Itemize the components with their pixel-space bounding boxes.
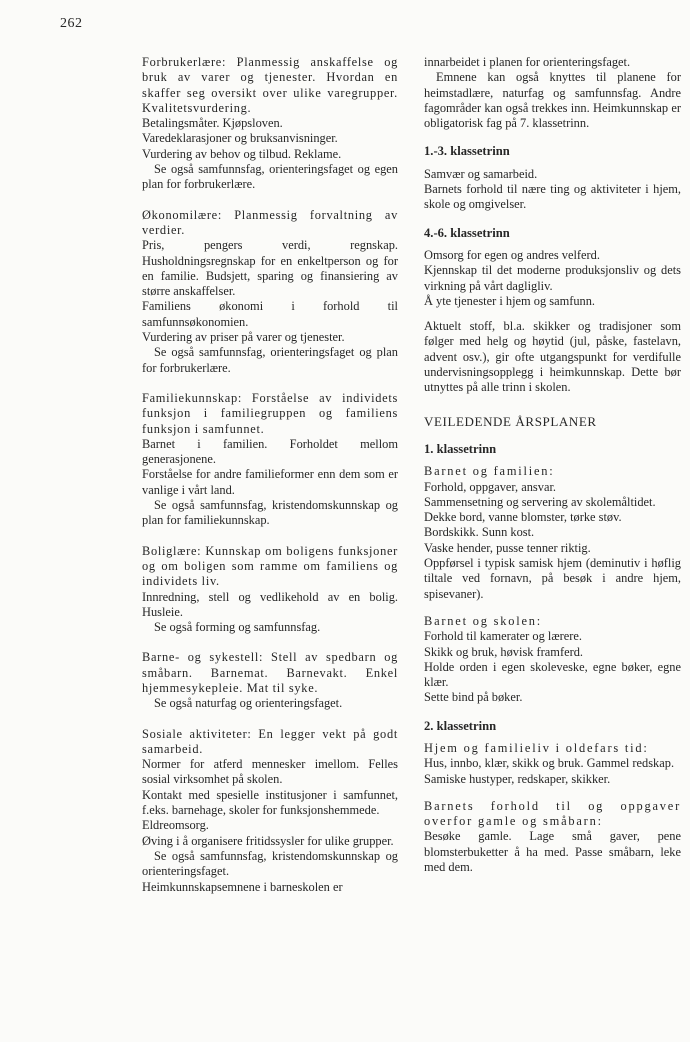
paragraph: Varedeklarasjoner og bruksanvisninger. <box>142 131 338 146</box>
paragraph: Vaske hender, pusse tenner riktig. <box>424 540 591 555</box>
paragraph: Betalingsmåter. Kjøpsloven. <box>142 116 283 131</box>
paragraph: Innredning, stell og vedlikehold av en bolig. Husleie. <box>142 589 398 619</box>
paragraph: Hus, innbo, klær, skikk og bruk. Gammel redskap. <box>424 756 675 771</box>
subsection-title: Barnets forhold til og oppgaver overfor gamle og småbarn: <box>424 798 681 829</box>
paragraph: Emnene kan også knyttes til planene for heimstadlære, naturfag og samfunnsfag. Andre fagområder kan også trekkes inn. Heimkunnskap er obligatorisk fag på 7. klassetrinn. <box>424 70 681 131</box>
paragraph: Forhold, oppgaver, ansvar. <box>424 479 556 494</box>
paragraph: Besøke gamle. Lage små gaver, pene blomsterbuketter å ha med. Passe småbarn, leke med dem. <box>424 829 681 875</box>
section-okonomilaere <box>142 208 398 376</box>
paragraph: Pris, pengers verdi, regnskap. Husholdningsregnskap for en enkeltperson og for en familie. Budsjett, sparing og finansiering av større anskaffelser. <box>142 238 398 299</box>
paragraph: Barnets forhold til nære ting og aktiviteter i hjem, skole og omgivelser. <box>424 182 681 212</box>
paragraph: Kjennskap til det moderne produksjonsliv og dets virkning på vårt dagligliv. <box>424 263 681 293</box>
paragraph: Se også samfunnsfag, kristendomskunnskap og plan for familiekunnskap. <box>142 498 398 528</box>
paragraph: Sette bind på bøker. <box>424 690 523 705</box>
paragraph: Sammensetning og servering av skolemåltidet. <box>424 494 656 509</box>
paragraph: Samvær og samarbeid. <box>424 166 538 181</box>
section-forbrukerlaere <box>142 55 398 193</box>
heading-klassetrinn-1: 1. klassetrinn <box>424 441 497 456</box>
paragraph: Barne- og sykestell: Stell av spedbarn og småbarn. Barnemat. Barnevakt. Enkel hjemmesykepleie. Mat til syke. <box>142 650 398 695</box>
heading-trinn-1-3: 1.-3. klassetrinn <box>424 144 510 159</box>
paragraph: Dekke bord, vanne blomster, tørke støv. <box>424 510 622 525</box>
paragraph: Boliglære: Kunnskap om boligens funksjoner og om boligen som ramme om familiens og individets liv. <box>142 543 398 589</box>
section-boliglaere <box>142 544 398 636</box>
paragraph: Normer for atferd mennesker imellom. Felles sosial virksomhet på skolen. <box>142 757 398 787</box>
paragraph: Omsorg for egen og andres velferd. <box>424 247 600 262</box>
paragraph: Se også samfunnsfag, orienteringsfaget og egen plan for forbrukerlære. <box>142 162 398 192</box>
left-column <box>142 55 398 895</box>
paragraph: Forbrukerlære: Planmessig anskaffelse og bruk av varer og tjenester. Hvordan en skaffer seg oversikt over ulike varegrupper. Kvalitetsvurdering. <box>142 55 398 115</box>
paragraph: Familiekunnskap: Forståelse av individets funksjon i familiegruppen og familiens funksjon i samfunnet. <box>142 390 398 436</box>
section-intro <box>424 55 681 131</box>
subsection-title: Barnet og skolen: <box>424 613 543 628</box>
paragraph: Se også samfunnsfag, orienteringsfaget og plan for forbrukerlære. <box>142 345 398 375</box>
paragraph: Kontakt med spesielle institusjoner i samfunnet, f.eks. barnehage, skoler for funksjonshemmede. <box>142 787 398 818</box>
section-familiekunnskap <box>142 391 398 529</box>
paragraph: Forståelse for andre familieformer enn dem som er vanlige i vårt land. <box>142 467 398 497</box>
paragraph: Vurdering av behov og tilbud. Reklame. <box>142 146 342 161</box>
paragraph: Å yte tjenester i hjem og samfunn. <box>424 293 596 308</box>
page-number: 262 <box>60 16 83 31</box>
section-barnestell <box>142 650 398 711</box>
subsection-title: Hjem og familieliv i oldefars tid: <box>424 740 649 755</box>
paragraph: Samiske hustyper, redskaper, skikker. <box>424 771 611 786</box>
right-column <box>424 55 681 875</box>
paragraph: innarbeidet i planen for orienteringsfaget. <box>424 55 631 69</box>
heading-klassetrinn-2: 2. klassetrinn <box>424 718 497 733</box>
paragraph: Se også forming og samfunnsfag. <box>154 620 321 635</box>
paragraph: Øving i å organisere fritidssysler for ulike grupper. <box>142 833 394 848</box>
paragraph: Familiens økonomi i forhold til samfunnsøkonomien. <box>142 299 398 329</box>
paragraph: Se også naturfag og orienteringsfaget. <box>154 696 343 711</box>
subsection-title: Barnet og familien: <box>424 464 555 479</box>
paragraph: Barnet i familien. Forholdet mellom generasjonene. <box>142 436 398 467</box>
heading-trinn-4-6: 4.-6. klassetrinn <box>424 225 510 240</box>
paragraph: Aktuelt stoff, bl.a. skikker og tradisjoner som følger med helg og høytid (jul, påske, fastelavn, advent osv.), gir ofte utgangspunkt for verdifulle undervisningsopplegg i heimkunnskap. Dette bør utnyttes på alle trinn i skolen. <box>424 319 681 395</box>
section-sosiale-aktiviteter <box>142 727 398 895</box>
paragraph: Økonomilære: Planmessig forvaltning av verdier. <box>142 207 398 237</box>
paragraph: Oppførsel i typisk samisk hjem (deminutiv i høflig tiltale ved fornavn, på besøk i andre hjem, spisevaner). <box>424 556 681 601</box>
paragraph: Sosiale aktiviteter: En legger vekt på godt samarbeid. <box>142 726 398 756</box>
paragraph: Eldreomsorg. <box>142 818 209 833</box>
paragraph: Se også samfunnsfag, kristendomskunnskap og orienteringsfaget. <box>142 848 398 879</box>
paragraph: Forhold til kamerater og lærere. <box>424 629 582 644</box>
paragraph: Bordskikk. Sunn kost. <box>424 525 535 540</box>
paragraph: Heimkunnskapsemnene i barneskolen er <box>142 879 343 894</box>
paragraph: Vurdering av priser på varer og tjenester. <box>142 330 345 345</box>
paragraph: Skikk og bruk, høvisk framferd. <box>424 644 583 659</box>
paragraph: Holde orden i egen skoleveske, egne bøker, egne klær. <box>424 659 681 690</box>
heading-veiledende-arsplaner: VEILEDENDE ÅRSPLANER <box>424 413 597 429</box>
